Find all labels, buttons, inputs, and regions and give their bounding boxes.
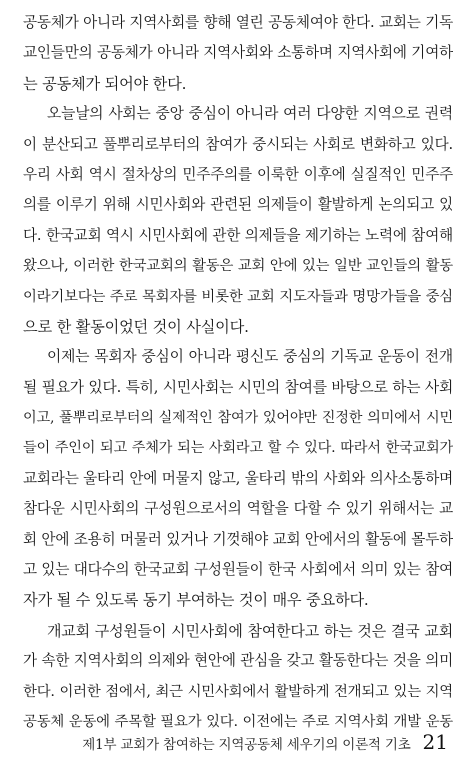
text-line: 가 속한 지역사회의 의제와 현안에 관심을 갖고 활동한다는 것을 의미 (23, 652, 453, 670)
text-line: 한다. 이러한 점에서, 최근 시민사회에서 활발하게 전개되고 있는 지역 (23, 683, 453, 700)
text-line: 이고, 풀뿌리로부터의 실제적인 참여가 있어야만 진정한 의미에서 시민 (23, 410, 453, 427)
text-line: 교인들만의 공동체가 아니라 지역사회와 소통하며 지역사회에 기여하 (23, 44, 453, 62)
text-line: 들이 주인이 되고 주체가 되는 사회라고 할 수 있다. 따라서 한국교회가 (23, 440, 453, 457)
text-line: 왔으나, 이러한 한국교회의 활동은 교회 안에 있는 일반 교인들의 활동 (23, 258, 453, 275)
running-title: 제1부 교회가 참여하는 지역공동체 세우기의 이론적 기초 (82, 737, 411, 753)
text-line: 이제는 목회자 중심이 아니라 평신도 중심의 기독교 운동이 전개 (47, 348, 453, 366)
text-line: 는 공동체가 되어야 한다. (23, 74, 187, 93)
text-line: 교회라는 울타리 안에 머물지 않고, 울타리 밖의 사회와 의사소통하며 (23, 469, 453, 487)
text-line: 공동체가 아니라 지역사회를 향해 열린 공동체여야 한다. 교회는 기독 (23, 14, 453, 31)
text-line: 으로 한 활동이었던 것이 사실이다. (23, 317, 249, 336)
text-line: 오늘날의 사회는 중앙 중심이 아니라 여러 다양한 지역으로 권력 (47, 105, 453, 123)
text-line: 될 필요가 있다. 특히, 시민사회는 시민의 참여를 바탕으로 하는 사회 (23, 378, 453, 396)
text-line: 자가 될 수 있도록 동기 부여하는 것이 매우 중요하다. (23, 591, 369, 610)
text-line: 고 있는 대다수의 한국교회 구성원들이 한국 사회에서 의미 있는 참여 (23, 561, 453, 579)
text-line: 의를 이루기 위해 시민사회와 관련된 의제들이 활발하게 논의되고 있 (23, 196, 453, 214)
text-line: 이라기보다는 주로 목회자를 비롯한 교회 지도자들과 명망가들을 중심 (23, 288, 453, 305)
page-number: 21 (422, 730, 448, 754)
text-line: 이 분산되고 풀뿌리로부터의 참여가 중시되는 사회로 변화하고 있다. (23, 135, 453, 153)
text-line: 공동체 운동에 주목할 필요가 있다. 이전에는 주로 지역사회 개발 운동 (23, 713, 453, 730)
body-text (23, 8, 453, 737)
text-line: 개교회 구성원들이 시민사회에 참여한다고 하는 것은 결국 교회 (47, 621, 453, 640)
text-line: 회 안에 조용히 머물러 있거나 기껏해야 교회 안에서의 활동에 몰두하 (23, 530, 453, 548)
page-footer (0, 730, 448, 756)
text-line: 참다운 시민사회의 구성원으로서의 역할을 다할 수 있기 위해서는 교 (23, 500, 453, 518)
text-line: 우리 사회 역시 절차상의 민주주의를 이룩한 이후에 실질적인 민주주 (23, 165, 453, 183)
text-line: 다. 한국교회 역시 시민사회에 관한 의제들을 제기하는 노력에 참여해 (23, 226, 453, 244)
